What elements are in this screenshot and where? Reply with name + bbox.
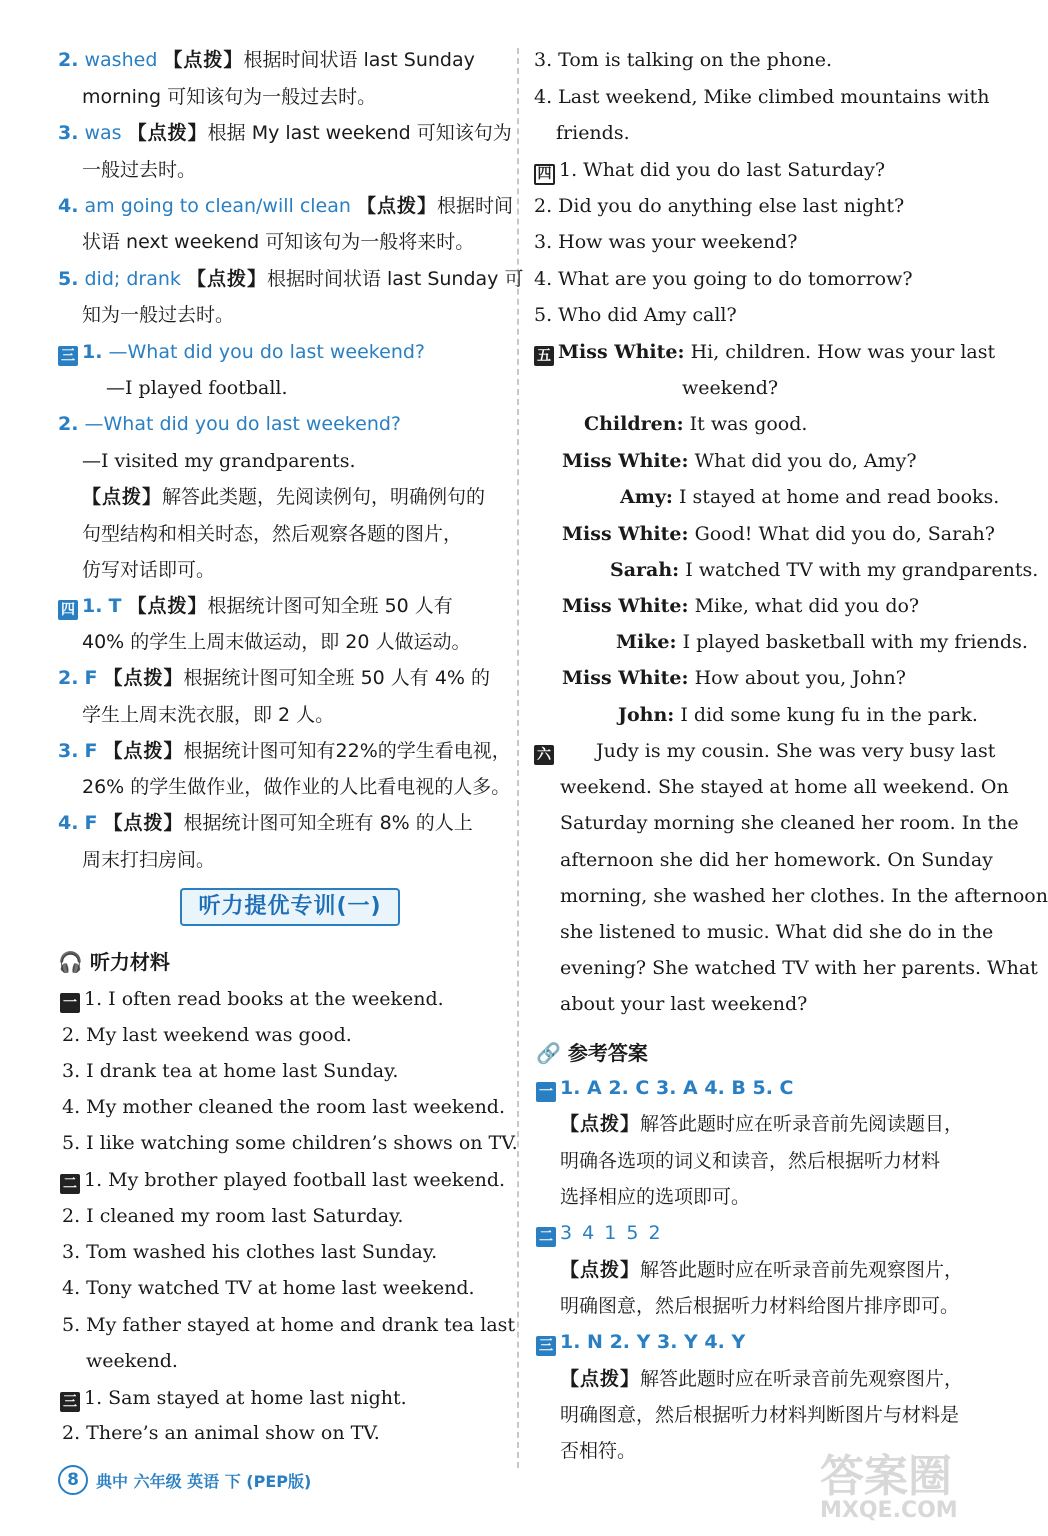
passage-line: morning, she washed her clothes. In the afternoon (560, 885, 1048, 907)
section-4-line: 2. F 【点拨】根据统计图可知全班 50 人有 4% 的 (58, 667, 491, 689)
answer-line: 3. was 【点拨】根据 My last weekend 可知该句为 (58, 122, 512, 144)
section-3-line: 句型结构和相关时态，然后观察各题的图片， (82, 523, 463, 545)
section-3-line: —I played football. (106, 377, 288, 399)
answers-heading: 🔗 参考答案 (536, 1041, 648, 1065)
listen-line: friends. (556, 122, 630, 144)
section-badge: 二 (536, 1227, 556, 1247)
dialogue-line: Children: It was good. (584, 413, 808, 435)
listen-line: 2. I cleaned my room last Saturday. (62, 1205, 404, 1227)
section-3-line: 【点拨】解答此类题，先阅读例句，明确例句的 (82, 486, 486, 508)
passage-line: she listened to music. What did she do in the (560, 921, 994, 943)
answer-key-line: 明确图意，然后根据听力材料给图片排序即可。 (560, 1295, 960, 1317)
passage-line: afternoon she did her homework. On Sunday (560, 849, 993, 871)
passage-line: evening? She watched TV with her parents. What (560, 957, 1038, 979)
page-footer (58, 1464, 311, 1496)
section-3-line: 三 1. —What did you do last weekend? (58, 338, 425, 366)
listen-line: 4. Tony watched TV at home last weekend. (62, 1277, 475, 1299)
answer-key-line: 选择相应的选项即可。 (560, 1186, 751, 1208)
answer-line: 一般过去时。 (82, 159, 197, 181)
page-number: 8 (58, 1465, 88, 1495)
dialogue-line: 五 Miss White: Hi, children. How was your last (534, 338, 995, 366)
listening-heading: 🎧 听力材料 (58, 950, 170, 974)
section-4-line: 4. F 【点拨】根据统计图可知全班有 8% 的人上 (58, 812, 473, 834)
passage-line: Saturday morning she cleaned her room. In the (560, 812, 1019, 834)
answer-key-line: 【点拨】解答此题时应在听录音前先阅读题目， (560, 1113, 964, 1135)
dialogue-line: Miss White: Mike, what did you do? (562, 595, 920, 617)
section-3-line: 仿写对话即可。 (82, 559, 216, 581)
dialogue-line: Miss White: Good! What did you do, Sarah? (562, 523, 995, 545)
dialogue-line: Miss White: What did you do, Amy? (562, 450, 917, 472)
headphones-icon: 🎧 (58, 950, 83, 974)
listen-line: 2. Did you do anything else last night? (534, 195, 905, 217)
answer-key-line: 否相符。 (560, 1440, 637, 1462)
answer-line: 5. did; drank 【点拨】根据时间状语 last Sunday 可 (58, 268, 524, 290)
listen-line: 3. I drank tea at home last Sunday. (62, 1060, 399, 1082)
section-badge: 六 (534, 745, 554, 765)
section-4-line: 四 1. T 【点拨】根据统计图可知全班 50 人有 (58, 592, 453, 620)
section-banner: 听力提优专训(一) (180, 888, 400, 926)
section-4-line: 学生上周末洗衣服，即 2 人。 (82, 704, 335, 726)
answer-key-line: 三 1. N 2. Y 3. Y 4. Y (536, 1328, 745, 1356)
section-badge: 五 (534, 346, 554, 366)
dialogue-line: John: I did some kung fu in the park. (618, 704, 978, 726)
listen-line: 3. How was your weekend? (534, 231, 798, 253)
listen-line: 3. Tom washed his clothes last Sunday. (62, 1241, 438, 1263)
site-watermark: 答案圈 MXQE.COM (820, 1451, 958, 1523)
section-badge: 三 (60, 1392, 80, 1412)
section-badge: 三 (536, 1336, 556, 1356)
listen-line: 5. Who did Amy call? (534, 304, 737, 326)
listen-line: 5. I like watching some children’s shows on TV. (62, 1132, 518, 1154)
section-badge: 一 (60, 993, 80, 1013)
section-badge: 四 (534, 164, 555, 185)
listen-line: 三 1. Sam stayed at home last night. (60, 1384, 407, 1412)
dialogue-line: weekend? (682, 377, 779, 399)
section-3-line: 2. —What did you do last weekend? (58, 413, 402, 435)
listen-line: 4. What are you going to do tomorrow? (534, 268, 913, 290)
section-badge: 四 (58, 600, 78, 620)
answer-key-line: 一 1. A 2. C 3. A 4. B 5. C (536, 1074, 794, 1102)
answer-key-line: 【点拨】解答此题时应在听录音前先观察图片， (560, 1368, 964, 1390)
answer-line: 状语 next weekend 可知该句为一般将来时。 (82, 231, 475, 253)
passage-line: about your last weekend? (560, 993, 808, 1015)
section-4-line: 3. F 【点拨】根据统计图可知有22%的学生看电视， (58, 740, 511, 762)
answer-line: 知为一般过去时。 (82, 304, 235, 326)
listen-line: 一 1. I often read books at the weekend. (60, 985, 444, 1013)
listen-line: 5. My father stayed at home and drank tea last (62, 1314, 516, 1336)
listen-line: 4. Last weekend, Mike climbed mountains with (534, 86, 990, 108)
section-badge: 一 (536, 1082, 556, 1102)
section-badge: 二 (60, 1174, 80, 1194)
listen-line: 2. There’s an animal show on TV. (62, 1422, 380, 1444)
answer-key-line: 【点拨】解答此题时应在听录音前先观察图片， (560, 1259, 964, 1281)
listen-line: 3. Tom is talking on the phone. (534, 49, 833, 71)
answer-key-line: 二 3 4 1 5 2 (536, 1219, 663, 1247)
section-3-line: —I visited my grandparents. (82, 450, 356, 472)
listen-line: 四 1. What did you do last Saturday? (534, 156, 885, 184)
listen-line: weekend. (86, 1350, 178, 1372)
section-4-line: 26% 的学生做作业，做作业的人比看电视的人多。 (82, 776, 511, 798)
dialogue-line: Miss White: How about you, John? (562, 667, 906, 689)
listen-line: 二 1. My brother played football last weekend. (60, 1166, 505, 1194)
answer-key-line: 明确各选项的词义和读音，然后根据听力材料 (560, 1150, 941, 1172)
dialogue-line: Amy: I stayed at home and read books. (620, 486, 1000, 508)
listen-line: 4. My mother cleaned the room last weekend. (62, 1096, 506, 1118)
passage-line: 六 Judy is my cousin. She was very busy last (534, 737, 995, 765)
book-title: 典中 六年级 英语 下 (PEP版) (96, 1471, 312, 1491)
dialogue-line: Mike: I played basketball with my friends. (616, 631, 1028, 653)
passage-line: weekend. She stayed at home all weekend. On (560, 776, 1009, 798)
section-4-line: 周末打扫房间。 (82, 849, 216, 871)
column-divider (517, 48, 519, 1468)
answer-key-line: 明确图意，然后根据听力材料判断图片与材料是 (560, 1404, 960, 1426)
dialogue-line: Sarah: I watched TV with my grandparents. (610, 559, 1039, 581)
listen-line: 2. My last weekend was good. (62, 1024, 352, 1046)
section-4-line: 40% 的学生上周末做运动，即 20 人做运动。 (82, 631, 471, 653)
section-badge: 三 (58, 346, 78, 366)
paperclip-icon: 🔗 (536, 1041, 561, 1065)
answer-line: morning 可知该句为一般过去时。 (82, 86, 377, 108)
answer-line: 2. washed 【点拨】根据时间状语 last Sunday (58, 49, 475, 71)
answer-line: 4. am going to clean/will clean 【点拨】根据时间 (58, 195, 514, 217)
